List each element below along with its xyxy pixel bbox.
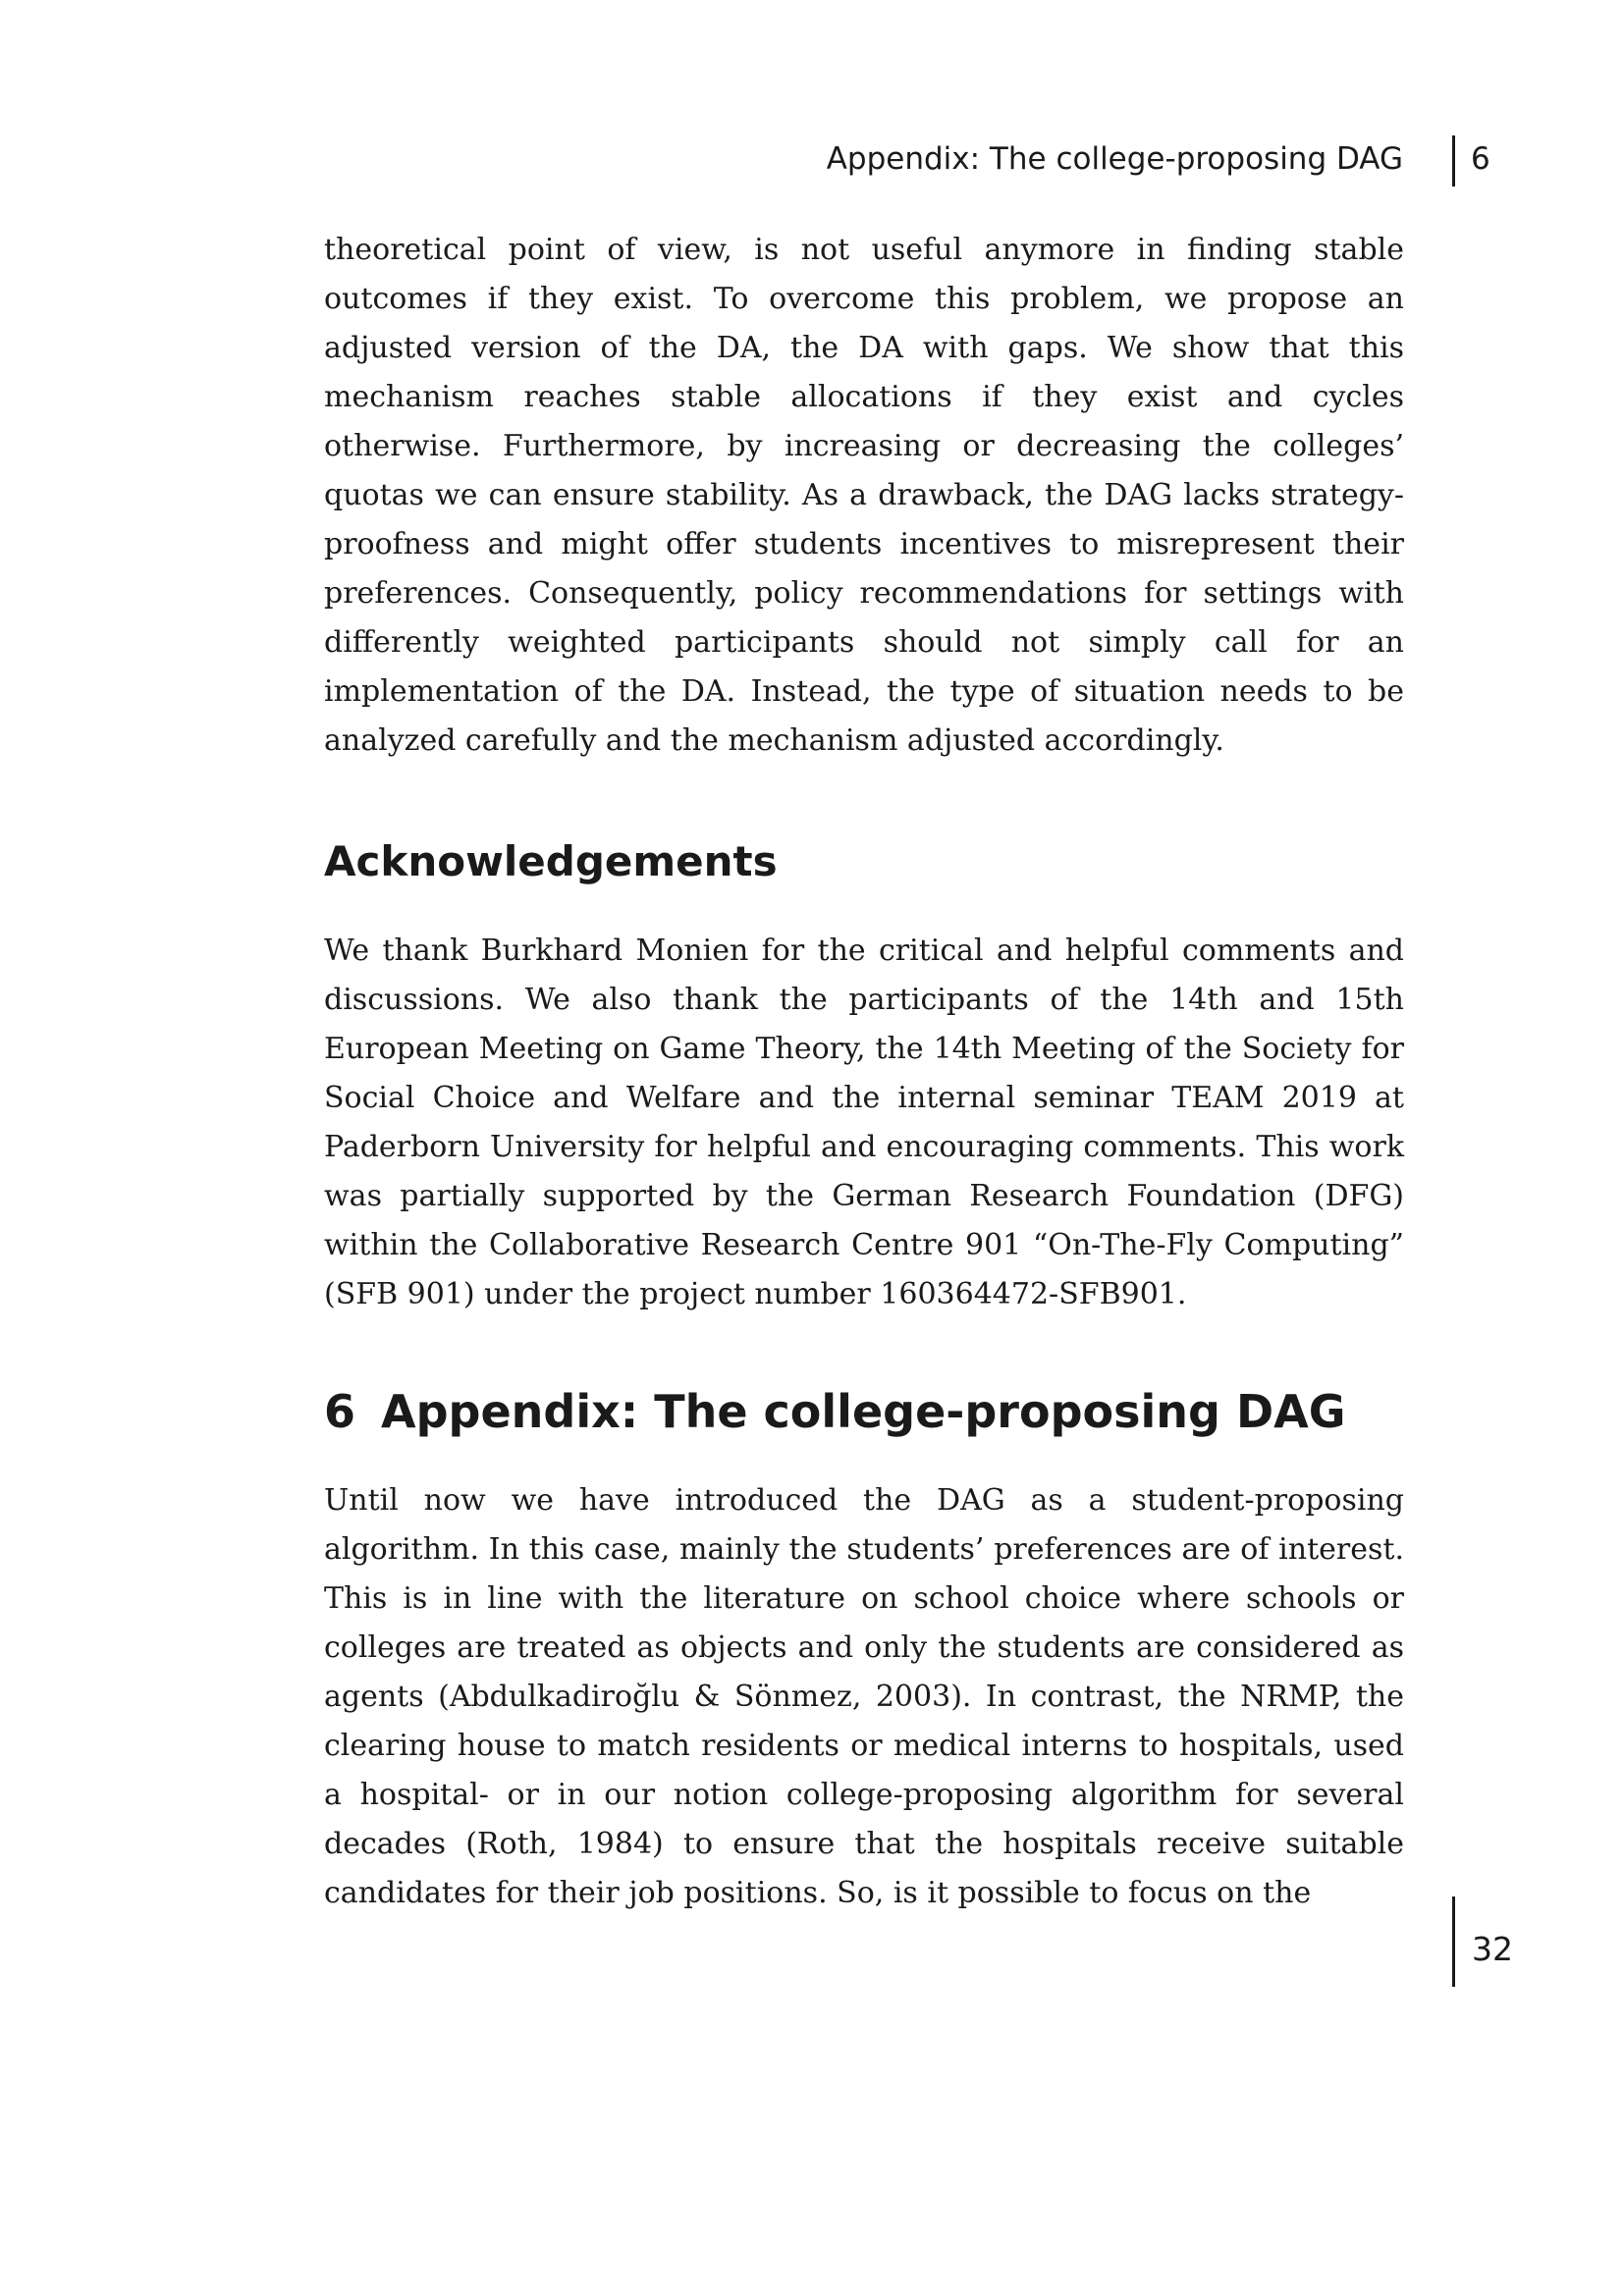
- intro-paragraph: theoretical point of view, is not useful anymore in finding stable outcomes if they exist. To overcome this problem, we propose an adjusted version of the DA, the DA with gaps. We show that this mechanism reaches stable allocations if they exist and cycles otherwise. Furthermore, by increasing or decreasing the colleges’ quotas we can ensure stability. As a drawback, the DAG lacks strategy-proofness and might offer students incentives to misrepresent their preferences. Consequently, policy recommendations for settings with differently weighted participants should not simply call for an implementation of the DA. Instead, the type of situation needs to be analyzed carefully and the mechanism adjusted accordingly.: [324, 233, 1404, 758]
- page-content: [324, 226, 1404, 1918]
- header-divider: [1452, 135, 1455, 187]
- appendix-section-number: 6: [324, 1385, 356, 1438]
- acknowledgements-paragraph: We thank Burkhard Monien for the critical and helpful comments and discussions. We also thank the participants of the 14th and 15th European Meeting on Game Theory, the 14th Meeting of the Society for Social Choice and Welfare and the internal seminar TEAM 2019 at Paderborn University for helpful and encouraging comments. This work was partially supported by the German Research Foundation (DFG) within the Collaborative Research Centre 901 “On-The-Fly Computing” (SFB 901) under the project number 160364472-SFB901.: [324, 934, 1404, 1311]
- page-number: 32: [1472, 1930, 1513, 1968]
- acknowledgements-heading: Acknowledgements: [324, 837, 778, 885]
- running-header-title: Appendix: The college-proposing DAG: [826, 141, 1403, 177]
- footer-divider: [1452, 1896, 1455, 1987]
- running-header: [0, 135, 1624, 194]
- page-footer: [1452, 1896, 1570, 1995]
- appendix-heading: [324, 1386, 1404, 1437]
- appendix-paragraph: Until now we have introduced the DAG as a student-proposing algorithm. In this case, mainly the students’ preferences are of interest. This is in line with the literature on school choice where schools or colleges are treated as objects and only the students are considered as agents (Abdulkadiroğlu & Sönmez, 2003). In contrast, the NRMP, the clearing house to match residents or medical interns to hospitals, used a hospital- or in our notion college-proposing algorithm for several decades (Roth, 1984) to ensure that the hospitals receive suitable candidates for their job positions. So, is it possible to focus on the: [324, 1483, 1404, 1910]
- appendix-heading-text: Appendix: The college-proposing DAG: [381, 1385, 1346, 1438]
- running-header-section-number: 6: [1471, 141, 1490, 177]
